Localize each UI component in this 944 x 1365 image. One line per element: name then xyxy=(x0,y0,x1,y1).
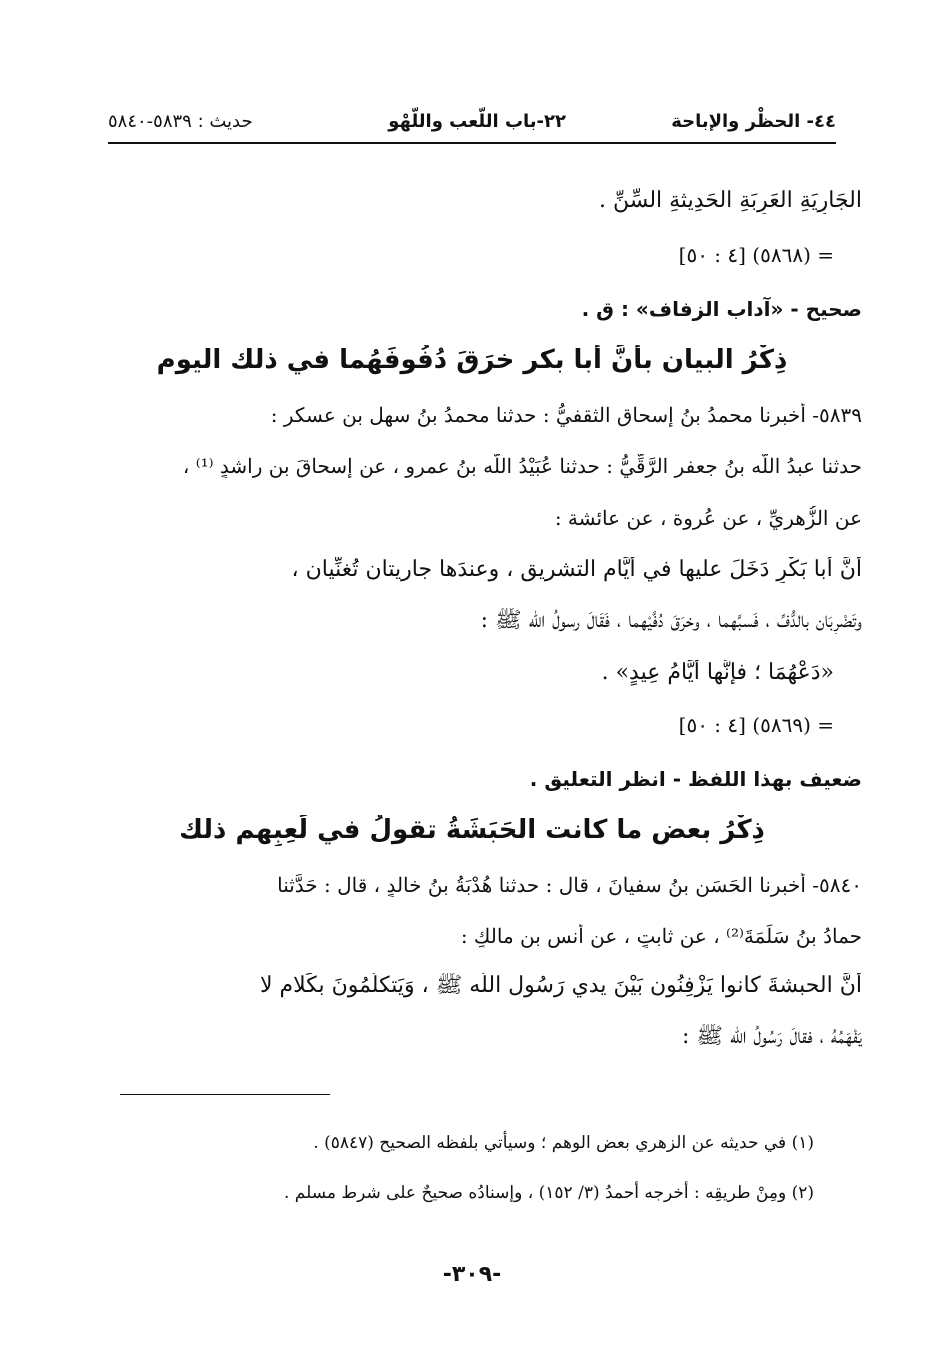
reference-line: = (٥٨٦٨) [٤ : ٥٠] xyxy=(678,243,834,267)
running-header xyxy=(108,103,836,143)
chapter-title: ٤٤- الحظْر والإباحة xyxy=(671,111,836,132)
section-heading: ذِكْرُ بعضِ ما كانت الحَبَشَةُ تقولُ في لَعِبِهم ذلك xyxy=(179,815,765,845)
grading-line: ضعيف بهذا اللفظ - انظر التعليق . xyxy=(529,767,862,791)
matn-line: وتَضْرِبَان بالدُّفِّ ، فَسبَّهما ، وخرَقَ دُفَّيْهما ، فَقَالَ رسولُ اللّه ﷺ : xyxy=(480,608,862,633)
isnad-line: عن الزُّهريِّ ، عن عُروة ، عن عائشة : xyxy=(554,506,862,530)
matn-line: أنَّ أبا بَكْرٍ دَخَلَ عليها في أيَّام التشريق ، وعندَها جاريتان تُغنِّيان ، xyxy=(291,557,862,582)
isnad-line: حدثنا عبدُ اللّه بنُ جعفر الرَّقِّيُّ : حدثنا عُبَيْدُ اللّه بنُ عمرو ، عن إسحاقَ بن راشدٍ ⁽¹⁾ ، xyxy=(182,454,862,478)
isnad-line: حمادُ بنُ سَلَمَةَ⁽²⁾ ، عن ثابتٍ ، عن أنس بن مالكٍ : xyxy=(460,924,862,948)
section-heading: ذِكْرُ البيان بأنَّ أبا بكر خرَقَ دُفُوفَهُما في ذلك اليوم xyxy=(156,345,788,375)
isnad-line: ٥٨٣٩- أخبرنا محمدُ بنُ إسحاق الثقفيُّ : حدثنا محمدُ بنُ سهل بن عسكر : xyxy=(270,403,862,427)
isnad-line: ٥٨٤٠- أخبرنا الحَسَن بنُ سفيانَ ، قال : حدثنا هُدْبَةُ بنُ خالدٍ ، قال : حَدَّثنا xyxy=(277,873,862,897)
hadith-range: حديث : ٥٨٣٩-٥٨٤٠ xyxy=(108,111,253,132)
matn-line: أنَّ الحبشةَ كانوا يَزْفِنُون بَيْنَ يدي رَسُول اللّه ﷺ ، وَيَتكلَّمُونَ بكَلامٍ لا xyxy=(260,973,862,998)
footnote: (١) في حديثه عن الزهري بعض الوهم ؛ وسيأتي بلفظه الصحيح (٥٨٤٧) . xyxy=(313,1133,814,1153)
footnote: (٢) ومِنْ طريقِه : أخرجه أحمدُ (٣/ ١٥٢) ، وإسنادُه صحيحٌ على شرط مسلم . xyxy=(283,1183,814,1203)
section-title: ٢٢-باب اللّعب واللّهْو xyxy=(388,111,566,132)
matn-line: يَفْهَمُهُ ، فقالَ رَسُولُ اللّه ﷺ : xyxy=(681,1024,862,1049)
grading-line: صحيح - «آداب الزفاف» : ق . xyxy=(581,297,862,321)
reference-line: = (٥٨٦٩) [٤ : ٥٠] xyxy=(678,713,834,737)
page-number: -٣٠٩- xyxy=(442,1262,502,1287)
text-line: الجَارِيَةِ العَرِبَةِ الحَدِيثةِ السِّنِّ . xyxy=(598,188,862,213)
header-rule xyxy=(108,142,836,144)
footnote-rule xyxy=(120,1094,330,1095)
matn-line: «دَعْهُمَا ؛ فإنَّها أيَّامُ عِيدٍ» . xyxy=(601,660,834,685)
